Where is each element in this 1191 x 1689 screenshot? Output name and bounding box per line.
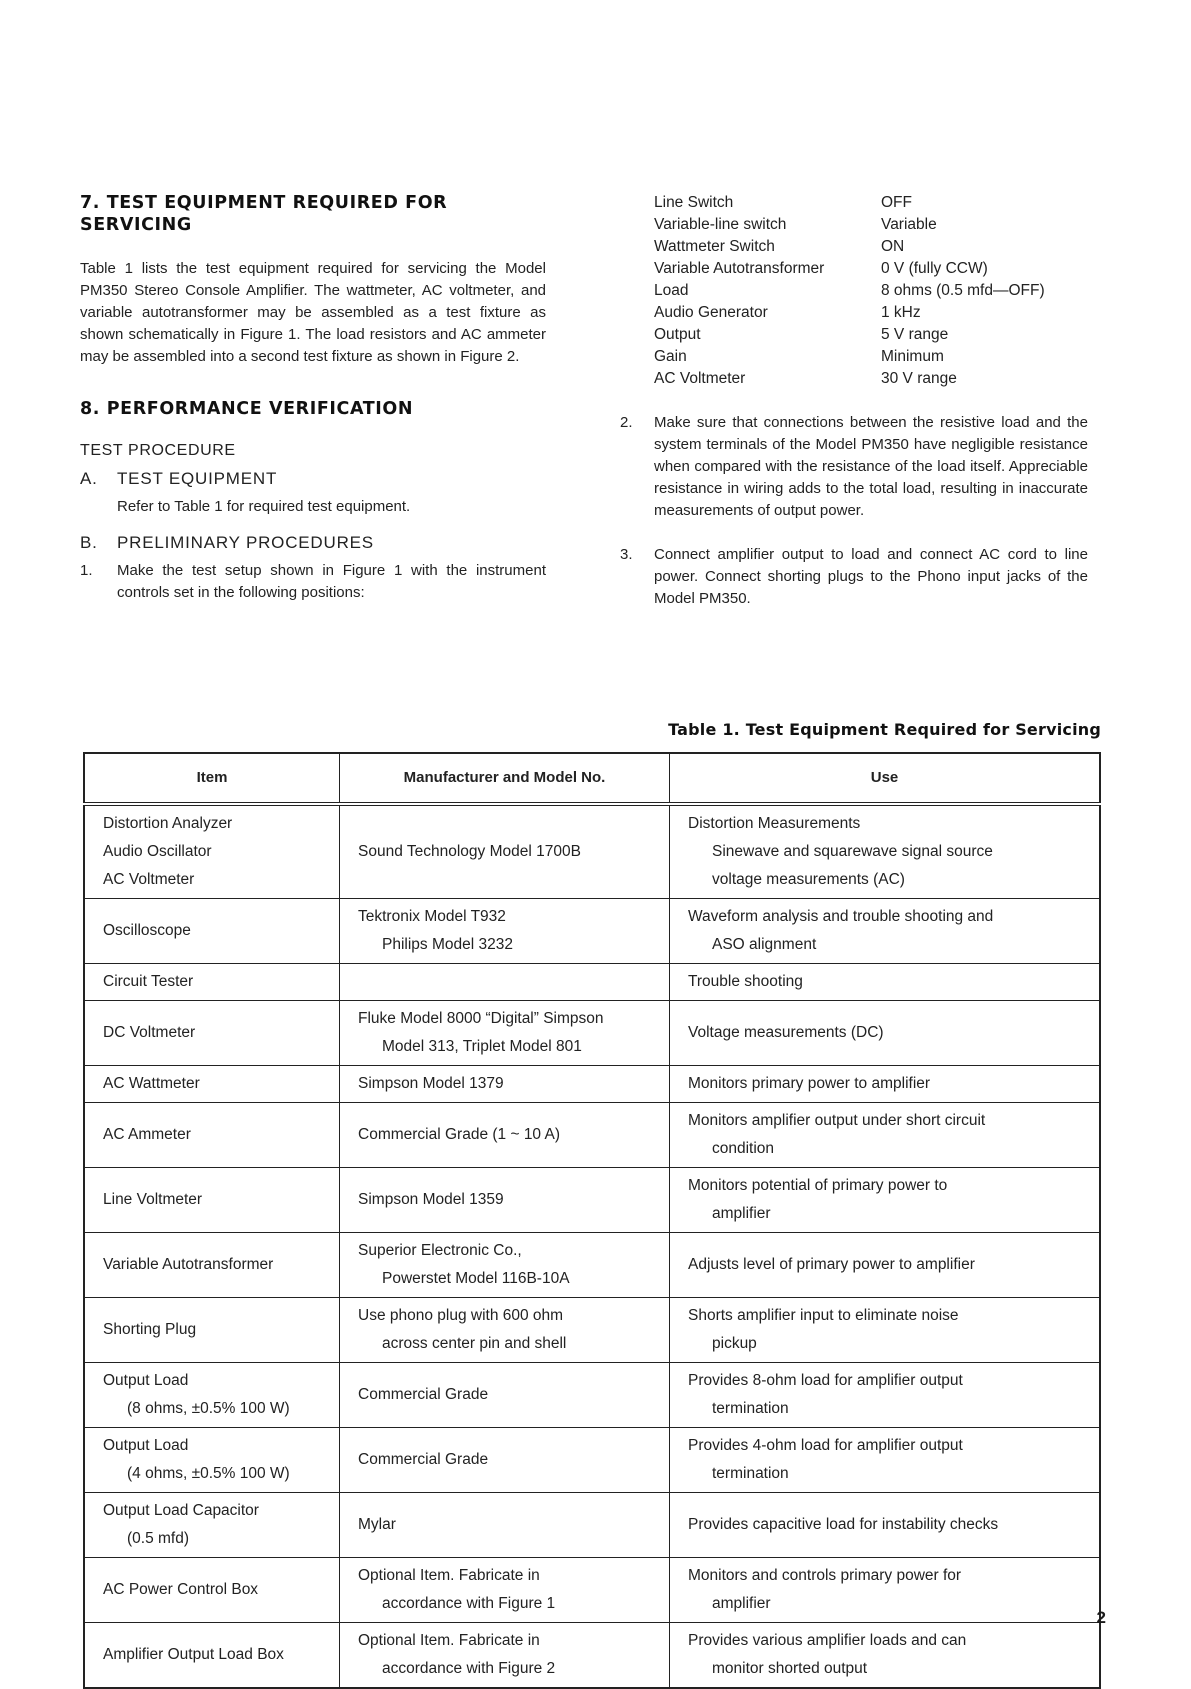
subsection-b-title: PRELIMINARY PROCEDURES — [117, 533, 374, 552]
manufacturer-cell — [340, 1298, 670, 1363]
cell-line: Provides 8-ohm load for amplifier output — [688, 1372, 963, 1389]
left-column — [80, 192, 546, 604]
cell-line: Optional Item. Fabricate in — [358, 1567, 540, 1584]
table-header-row — [84, 753, 1100, 804]
setting-value: ON — [881, 238, 905, 255]
cell-line: Provides 4-ohm load for amplifier output — [688, 1437, 963, 1454]
cell-line: amplifier — [712, 1205, 771, 1222]
section-8-heading: 8. PERFORMANCE VERIFICATION — [80, 399, 414, 419]
manufacturer-cell — [340, 964, 670, 1001]
table-row — [84, 1428, 1100, 1493]
cell-line: Audio Oscillator — [103, 843, 212, 860]
cell-line: Adjusts level of primary power to amplifier — [688, 1256, 975, 1273]
item-cell — [84, 1363, 340, 1428]
cell-line: ASO alignment — [712, 936, 817, 953]
setting-name: Gain — [654, 348, 687, 365]
item-cell — [84, 1428, 340, 1493]
table-row — [84, 1103, 1100, 1168]
setting-row — [654, 346, 1045, 368]
item-cell — [84, 1623, 340, 1689]
step-3-text: Connect amplifier output to load and connect AC cord to line power. Connect shorting plugs to the Phono input jacks of the Model PM350. — [654, 546, 1088, 607]
step-1-text: Make the test setup shown in Figure 1 with the instrument controls set in the following positions: — [117, 562, 546, 601]
item-cell — [84, 1558, 340, 1623]
table-row — [84, 1558, 1100, 1623]
table-row — [84, 1298, 1100, 1363]
setting-row — [654, 368, 1045, 390]
table-row — [84, 1168, 1100, 1233]
cell-line: Output Load Capacitor — [103, 1502, 259, 1519]
manufacturer-cell — [340, 1103, 670, 1168]
cell-line: Line Voltmeter — [103, 1191, 203, 1208]
cell-line: accordance with Figure 2 — [382, 1660, 556, 1677]
cell-line: accordance with Figure 1 — [382, 1595, 556, 1612]
cell-line: Optional Item. Fabricate in — [358, 1632, 540, 1649]
subsection-a-title: TEST EQUIPMENT — [117, 469, 278, 488]
cell-line: (8 ohms, ±0.5% 100 W) — [127, 1400, 290, 1417]
cell-line: Output Load — [103, 1437, 189, 1454]
cell-line: Tektronix Model T932 — [358, 908, 506, 925]
cell-line: AC Ammeter — [103, 1126, 191, 1143]
cell-line: DC Voltmeter — [103, 1024, 196, 1041]
cell-line: Variable Autotransformer — [103, 1256, 274, 1273]
setting-value: 5 V range — [881, 326, 949, 343]
step-1 — [80, 560, 546, 604]
cell-line: Waveform analysis and trouble shooting and — [688, 908, 994, 925]
table-row — [84, 1623, 1100, 1689]
table-row — [84, 1066, 1100, 1103]
cell-line: Shorting Plug — [103, 1321, 197, 1338]
item-cell — [84, 1001, 340, 1066]
manufacturer-cell — [340, 1233, 670, 1298]
setting-name: AC Voltmeter — [654, 370, 746, 387]
test-equipment-table — [83, 752, 1101, 1689]
use-cell — [670, 1558, 1101, 1623]
use-cell — [670, 1493, 1101, 1558]
cell-line: pickup — [712, 1335, 757, 1352]
cell-line: voltage measurements (AC) — [712, 871, 905, 888]
step-2-number: 2. — [620, 414, 633, 431]
subsection-a-label: A. — [80, 469, 98, 488]
manufacturer-cell — [340, 899, 670, 964]
table-row — [84, 964, 1100, 1001]
setting-row — [654, 236, 1045, 258]
cell-line: AC Voltmeter — [103, 871, 195, 888]
cell-line: Oscilloscope — [103, 922, 191, 939]
setting-name: Output — [654, 326, 701, 343]
setting-row — [654, 192, 1045, 214]
manufacturer-cell — [340, 1493, 670, 1558]
cell-line: Commercial Grade — [358, 1386, 489, 1403]
manufacturer-cell — [340, 1066, 670, 1103]
item-cell — [84, 1298, 340, 1363]
cell-line: Distortion Analyzer — [103, 815, 233, 832]
item-cell — [84, 1233, 340, 1298]
use-cell — [670, 1363, 1101, 1428]
cell-line: AC Wattmeter — [103, 1075, 200, 1092]
setting-row — [654, 280, 1045, 302]
table-row — [84, 1001, 1100, 1066]
use-cell — [670, 899, 1101, 964]
use-cell — [670, 964, 1101, 1001]
cell-line: Output Load — [103, 1372, 189, 1389]
manufacturer-cell — [340, 1001, 670, 1066]
use-cell — [670, 1001, 1101, 1066]
cell-line: Amplifier Output Load Box — [103, 1646, 284, 1663]
cell-line: Commercial Grade (1 ~ 10 A) — [358, 1126, 561, 1143]
setting-value: 30 V range — [881, 370, 957, 387]
use-cell — [670, 1298, 1101, 1363]
manufacturer-cell — [340, 1558, 670, 1623]
header-use: Use — [670, 753, 1101, 804]
item-cell — [84, 1066, 340, 1103]
setting-value: Variable — [881, 216, 937, 233]
cell-line: Trouble shooting — [688, 973, 803, 990]
cell-line: Provides various amplifier loads and can — [688, 1632, 967, 1649]
table-row — [84, 1363, 1100, 1428]
page-number: 2 — [1096, 1608, 1106, 1627]
cell-line: Simpson Model 1379 — [358, 1075, 504, 1092]
cell-line: Voltage measurements (DC) — [688, 1024, 884, 1041]
manufacturer-cell — [340, 1168, 670, 1233]
cell-line: AC Power Control Box — [103, 1581, 259, 1598]
use-cell — [670, 1168, 1101, 1233]
table-row — [84, 899, 1100, 964]
use-cell — [670, 804, 1101, 899]
subsection-a — [80, 468, 546, 490]
subsection-b — [80, 532, 546, 554]
manufacturer-cell — [340, 1363, 670, 1428]
setting-name: Variable-line switch — [654, 216, 787, 233]
cell-line: Simpson Model 1359 — [358, 1191, 504, 1208]
table-row — [84, 804, 1100, 899]
item-cell — [84, 899, 340, 964]
manufacturer-cell — [340, 804, 670, 899]
section-7-heading: 7. TEST EQUIPMENT REQUIRED FOR SERVICING — [80, 193, 448, 235]
cell-line: Monitors potential of primary power to — [688, 1177, 948, 1194]
use-cell — [670, 1428, 1101, 1493]
setting-name: Variable Autotransformer — [654, 260, 825, 277]
cell-line: Mylar — [358, 1516, 396, 1533]
right-column — [612, 192, 1088, 610]
table-row — [84, 1493, 1100, 1558]
cell-line: Monitors amplifier output under short circuit — [688, 1112, 986, 1129]
subsection-a-text: Refer to Table 1 for required test equipment. — [117, 498, 411, 515]
setting-value: 8 ohms (0.5 mfd—OFF) — [881, 282, 1045, 299]
cell-line: Superior Electronic Co., — [358, 1242, 522, 1259]
cell-line: Distortion Measurements — [688, 815, 861, 832]
cell-line: (0.5 mfd) — [127, 1530, 190, 1547]
item-cell — [84, 1493, 340, 1558]
cell-line: Philips Model 3232 — [382, 936, 513, 953]
item-cell — [84, 804, 340, 899]
setting-row — [654, 258, 1045, 280]
cell-line: Monitors and controls primary power for — [688, 1567, 962, 1584]
setting-row — [654, 214, 1045, 236]
cell-line: amplifier — [712, 1595, 771, 1612]
item-cell — [84, 1103, 340, 1168]
item-cell — [84, 1168, 340, 1233]
step-3 — [612, 544, 1088, 610]
cell-line: Provides capacitive load for instability checks — [688, 1516, 999, 1533]
setting-name: Audio Generator — [654, 304, 768, 321]
cell-line: (4 ohms, ±0.5% 100 W) — [127, 1465, 290, 1482]
section-7-body: Table 1 lists the test equipment required for servicing the Model PM350 Stereo Console Amplifier. The wattmeter, AC voltmeter, and variable autotransformer may be assembled as a test fixture as shown schematically in Figure 1. The load resistors and AC ammeter may be assembled into a second test fixture as shown in Figure 2. — [80, 260, 546, 365]
use-cell — [670, 1233, 1101, 1298]
cell-line: condition — [712, 1140, 775, 1157]
setting-name: Wattmeter Switch — [654, 238, 775, 255]
cell-line: Model 313, Triplet Model 801 — [382, 1038, 582, 1055]
setting-value: 0 V (fully CCW) — [881, 260, 988, 277]
setting-value: OFF — [881, 194, 912, 211]
step-2-text: Make sure that connections between the resistive load and the system terminals of the Model PM350 have negligible resistance when compared with the resistance of the load itself. Appreciable resistance in wiring adds to the total load, resulting in inaccurate measurements of output power. — [654, 414, 1088, 519]
step-1-number: 1. — [80, 562, 93, 579]
use-cell — [670, 1623, 1101, 1689]
table-row — [84, 1233, 1100, 1298]
item-cell — [84, 964, 340, 1001]
setting-name: Line Switch — [654, 194, 734, 211]
setting-row — [654, 324, 1045, 346]
setting-row — [654, 302, 1045, 324]
cell-line: Use phono plug with 600 ohm — [358, 1307, 564, 1324]
cell-line: Powerstet Model 116B-10A — [382, 1270, 570, 1287]
test-procedure-label: TEST PROCEDURE — [80, 442, 236, 459]
manufacturer-cell — [340, 1428, 670, 1493]
manufacturer-cell — [340, 1623, 670, 1689]
setting-value: 1 kHz — [881, 304, 921, 321]
cell-line: termination — [712, 1465, 789, 1482]
setting-name: Load — [654, 282, 689, 299]
cell-line: Shorts amplifier input to eliminate noise — [688, 1307, 959, 1324]
cell-line: Sound Technology Model 1700B — [358, 843, 581, 860]
table-1-caption: Table 1. Test Equipment Required for Servicing — [668, 720, 1101, 739]
cell-line: Circuit Tester — [103, 973, 194, 990]
cell-line: Sinewave and squarewave signal source — [712, 843, 993, 860]
use-cell — [670, 1103, 1101, 1168]
cell-line: termination — [712, 1400, 789, 1417]
header-manufacturer: Manufacturer and Model No. — [340, 753, 670, 804]
setting-value: Minimum — [881, 348, 944, 365]
cell-line: across center pin and shell — [382, 1335, 567, 1352]
cell-line: Fluke Model 8000 “Digital” Simpson — [358, 1010, 604, 1027]
step-3-number: 3. — [620, 546, 633, 563]
control-settings-list — [654, 192, 1045, 390]
cell-line: monitor shorted output — [712, 1660, 868, 1677]
step-2 — [612, 412, 1088, 522]
use-cell — [670, 1066, 1101, 1103]
subsection-b-label: B. — [80, 533, 98, 552]
header-item: Item — [84, 753, 340, 804]
cell-line: Monitors primary power to amplifier — [688, 1075, 931, 1092]
cell-line: Commercial Grade — [358, 1451, 489, 1468]
